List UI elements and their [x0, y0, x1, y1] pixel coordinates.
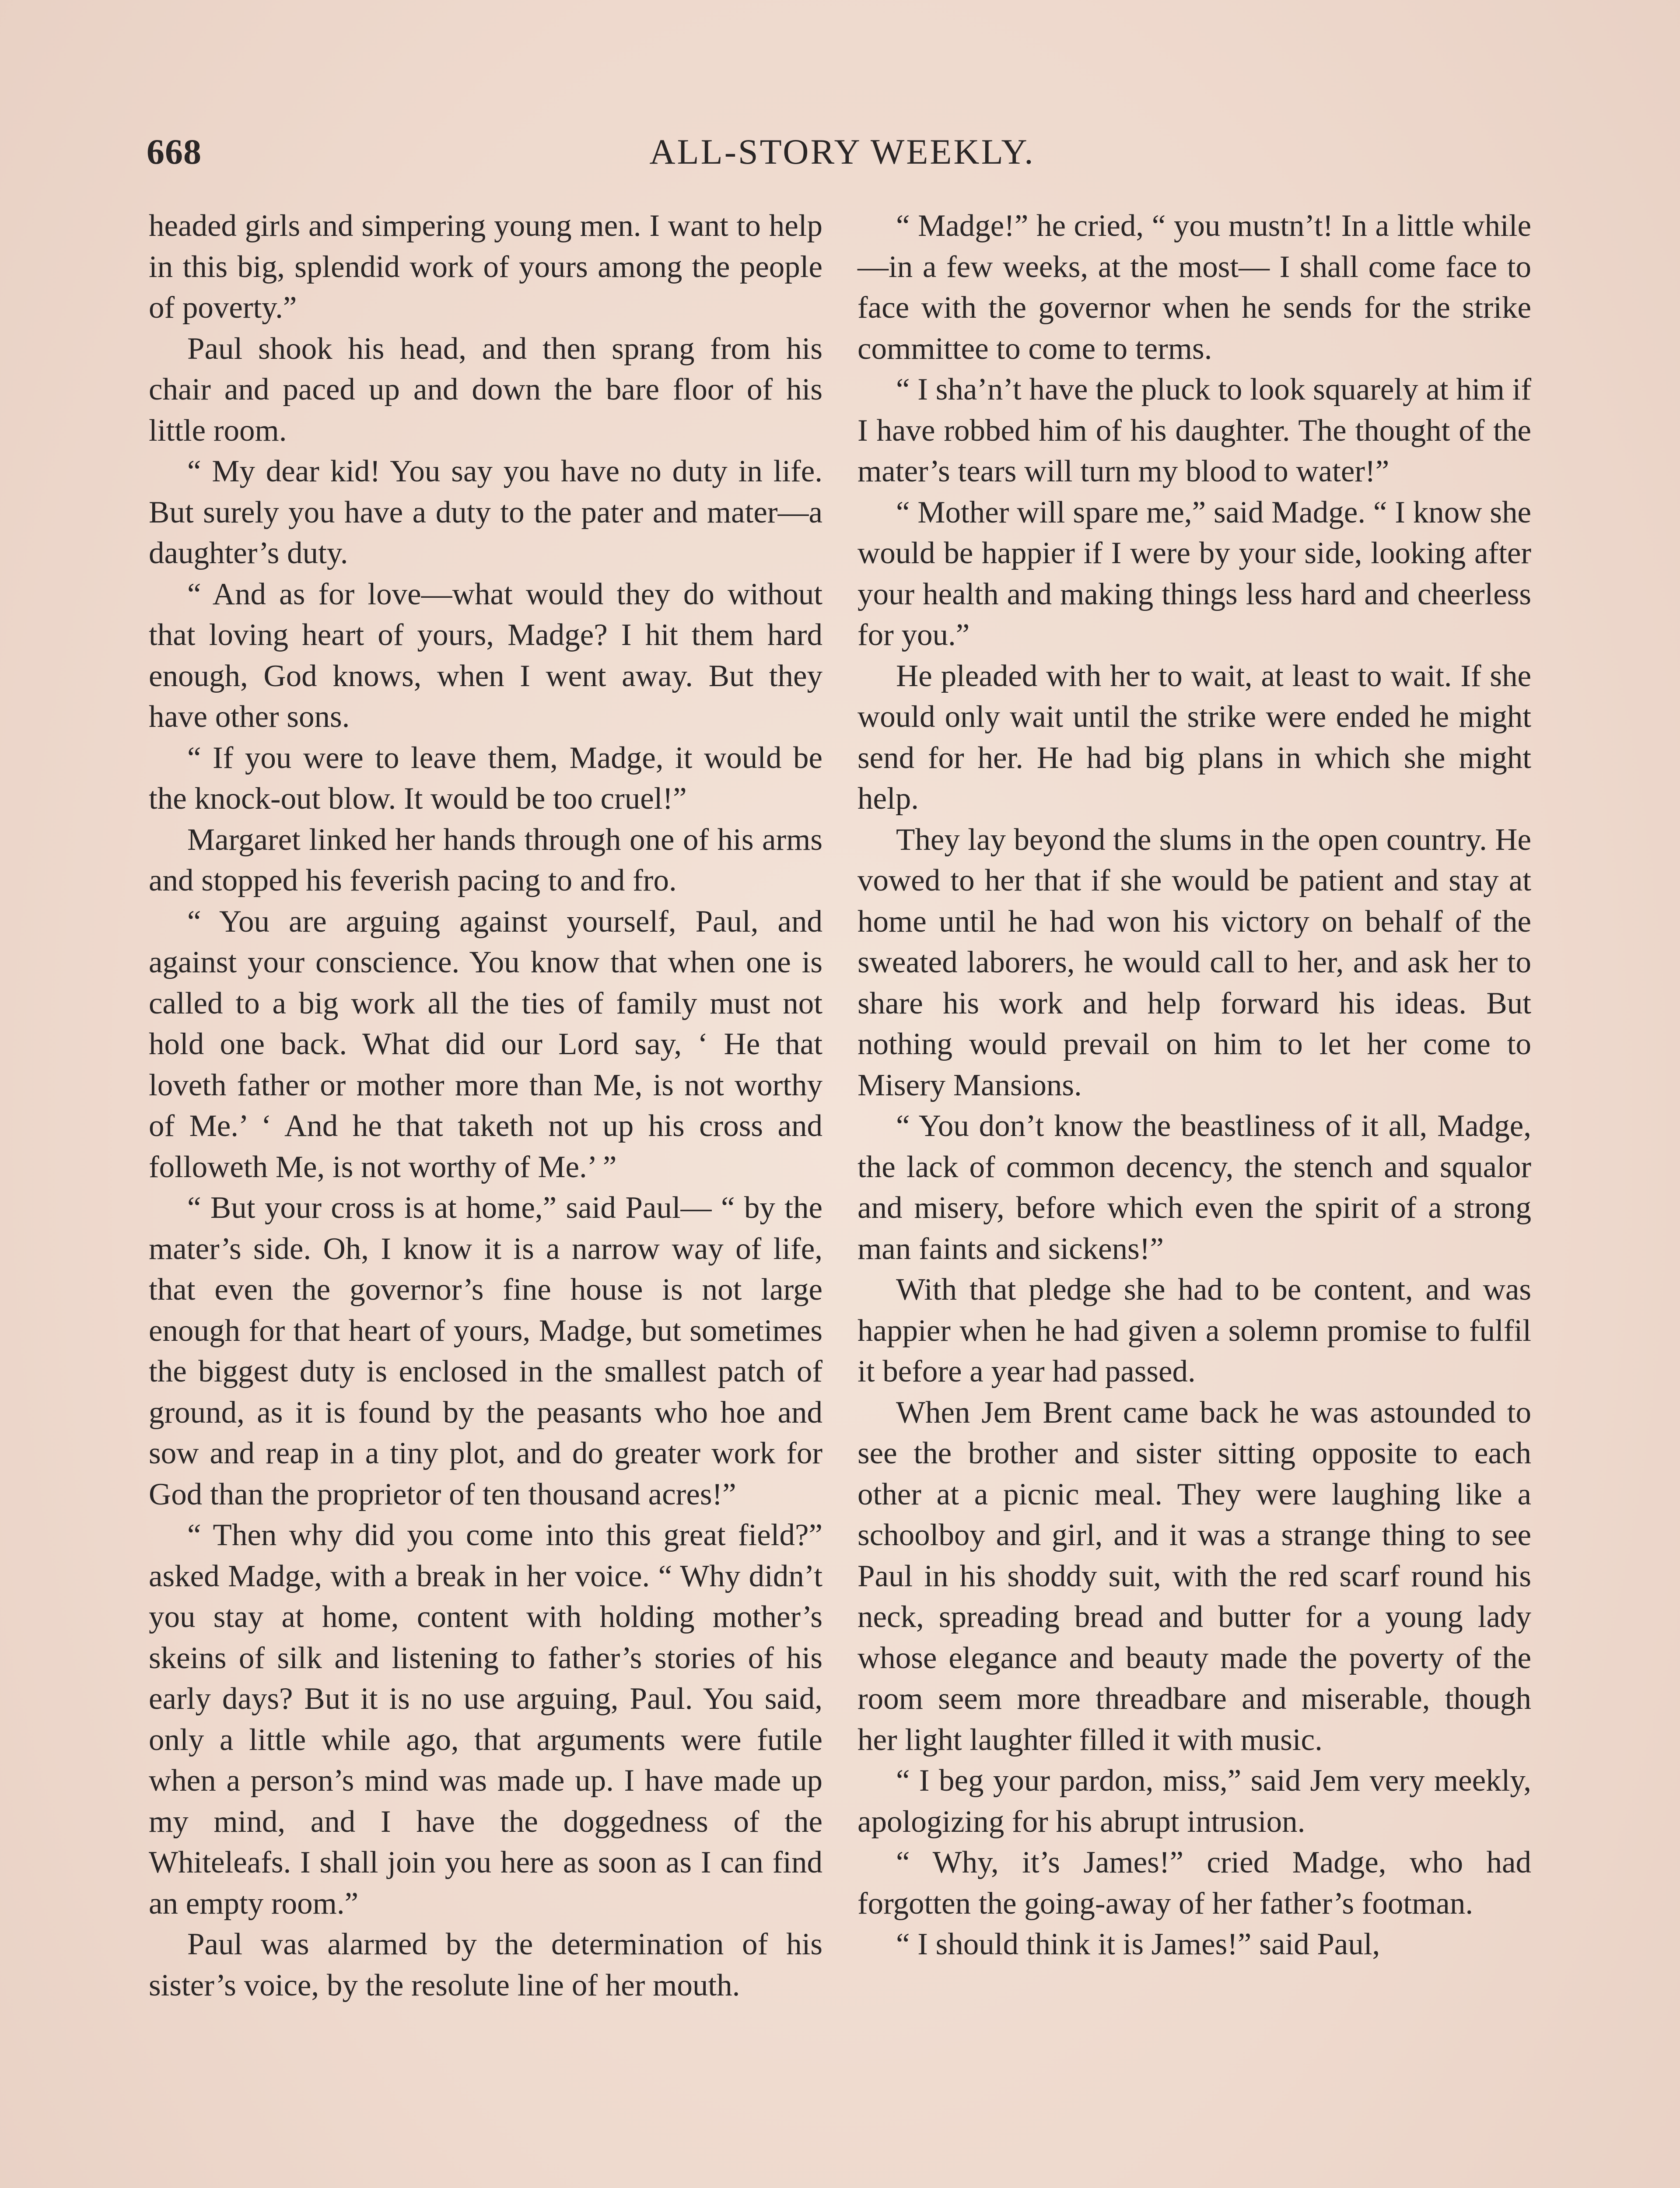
paragraph: They lay beyond the slums in the open country. He vowed to her that if she would be patient and stay at home until he had won his victory on behalf of the sweated laborers, he would call to her, and ask her to share his work and help forward his ideas. But nothing would prevail on him to let her come to Misery Mansions.	[858, 822, 1531, 1102]
paragraph: “ You don’t know the beastliness of it all, Madge, the lack of common decency, the stench and squalor and misery, before which even the spirit of a strong man faints and sickens!”	[858, 1109, 1531, 1266]
paragraph: “ I sha’n’t have the pluck to look squarely at him if I have robbed him of his daughter. The thought of the mater’s tears will turn my blood to water!”	[858, 372, 1531, 488]
paragraph: “ Why, it’s James!” cried Madge, who had forgotten the going-away of her father’s footman.	[858, 1845, 1531, 1921]
paragraph: “ Mother will spare me,” said Madge. “ I know she would be happier if I were by your side, looking after your health and making things less hard and cheerless for you.”	[858, 495, 1531, 652]
paragraph: Paul was alarmed by the determination of his sister’s voice, by the resolute line of her mouth.	[149, 1927, 822, 2002]
paragraph: Margaret linked her hands through one of his arms and stopped his feverish pacing to and fro.	[149, 822, 822, 898]
paragraph: With that pledge she had to be content, and was happier when he had given a solemn promise to fulfil it before a year had passed.	[858, 1273, 1531, 1389]
paragraph: Paul shook his head, and then sprang from his chair and paced up and down the bare floor of his little room.	[149, 331, 822, 448]
paragraph: “ You are arguing against yourself, Paul, and against your conscience. You know that when one is called to a big work all the ties of family must not hold one back. What did our Lord say, ‘ He that loveth father or mother more than Me, is not worthy of Me.’ ‘ And he that taketh not up his cross and followeth Me, is not worthy of Me.’ ”	[149, 904, 822, 1184]
paragraph: He pleaded with her to wait, at least to wait. If she would only wait until the strike were ended he might send for her. He had big plans in which she might help.	[858, 659, 1531, 816]
left-column	[149, 206, 822, 2006]
paragraph: “ But your cross is at home,” said Paul— “ by the mater’s side. Oh, I know it is a narrow way of life, that even the governor’s fine house is not large enough for that heart of yours, Madge, but sometimes the biggest duty is enclosed in the smallest patch of ground, as it is found by the peasants who hoe and sow and reap in a tiny plot, and do greater work for God than the proprietor of ten thousand acres!”	[149, 1191, 822, 1511]
right-column	[858, 206, 1531, 1965]
running-title: ALL-STORY WEEKLY.	[649, 132, 1035, 172]
paragraph: headed girls and simpering young men. I want to help in this big, splendid work of yours among the people of poverty.”	[149, 209, 822, 325]
paragraph: “ Madge!” he cried, “ you mustn’t! In a little while—in a few weeks, at the most— I shall come face to face with the governor when he sends for the strike committee to come to terms.	[858, 209, 1531, 366]
paragraph: “ And as for love—what would they do without that loving heart of yours, Madge? I hit them hard enough, God knows, when I went away. But they have other sons.	[149, 577, 822, 734]
paragraph: “ If you were to leave them, Madge, it would be the knock-out blow. It would be too cruel!”	[149, 740, 822, 816]
paragraph: “ Then why did you come into this great field?” asked Madge, with a break in her voice. “ Why didn’t you stay at home, content with holding mother’s skeins of silk and listening to father’s stories of his early days? But it is no use arguing, Paul. You said, only a little while ago, that arguments were futile when a person’s mind was made up. I have made up my mind, and I have the doggedness of the Whiteleafs. I shall join you here as soon as I can find an empty room.”	[149, 1518, 822, 1921]
paragraph: “ My dear kid! You say you have no duty in life. But surely you have a duty to the pater and mater—a daughter’s duty.	[149, 454, 822, 570]
page-number: 668	[147, 132, 202, 172]
paragraph: “ I beg your pardon, miss,” said Jem very meekly, apologizing for his abrupt intrusion.	[858, 1764, 1531, 1839]
paragraph: “ I should think it is James!” said Paul,	[896, 1927, 1380, 1961]
paragraph: When Jem Brent came back he was astounded to see the brother and sister sitting opposite to each other at a picnic meal. They were laughing like a schoolboy and girl, and it was a strange thing to see Paul in his shoddy suit, with the red scarf round his neck, spreading bread and butter for a young lady whose elegance and beauty made the poverty of the room seem more threadbare and miserable, though her light laughter filled it with music.	[858, 1395, 1531, 1757]
page-header	[147, 131, 1538, 179]
